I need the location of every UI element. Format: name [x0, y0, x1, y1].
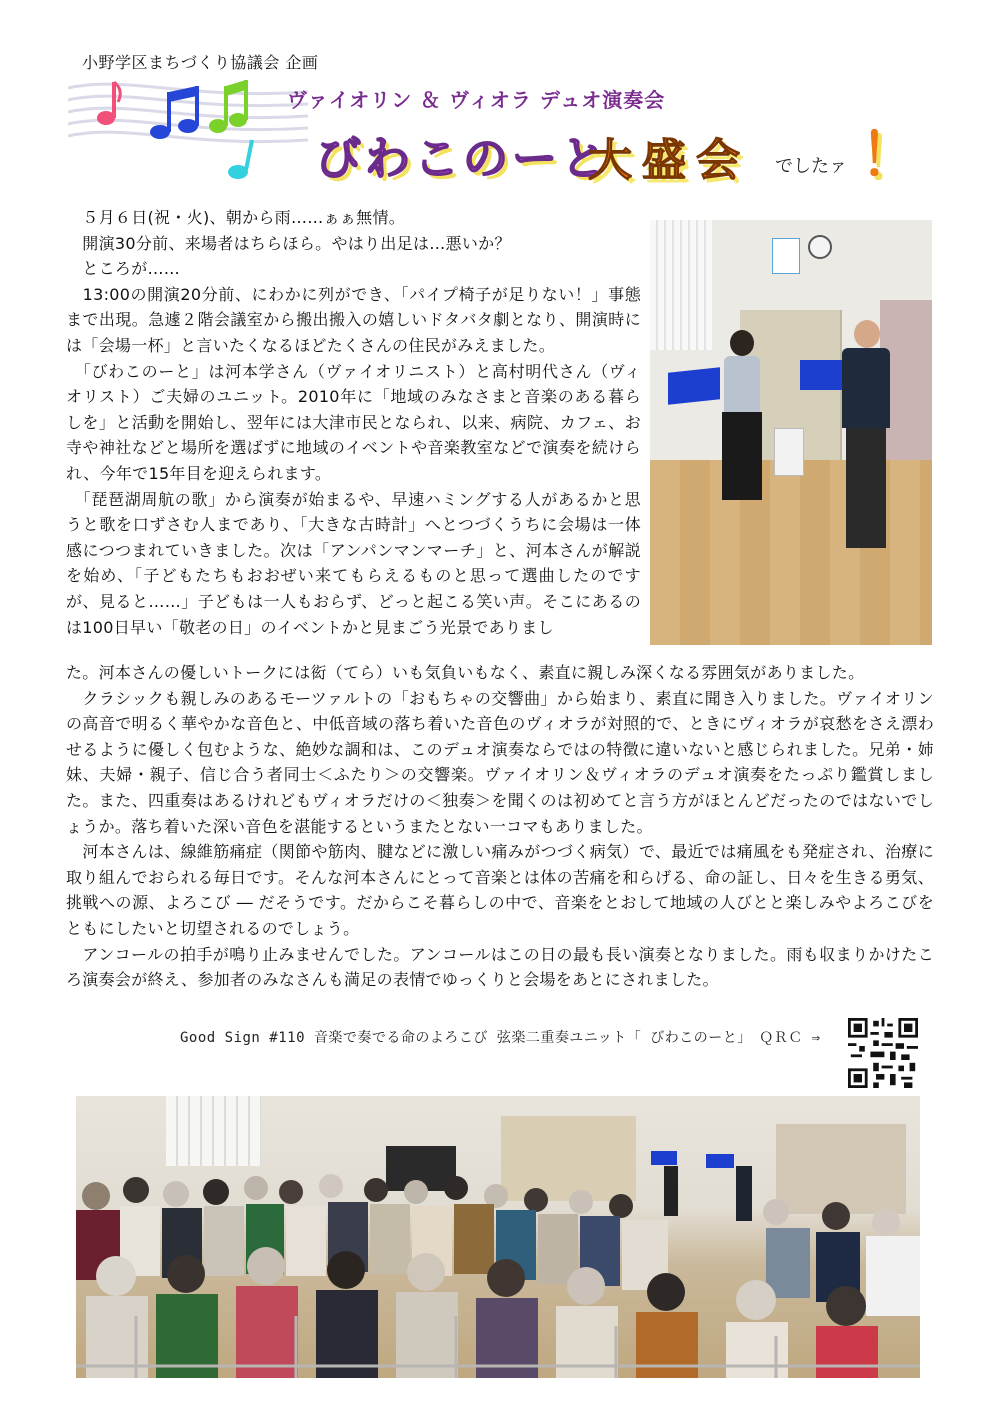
- organizer-label: 小野学区まちづくり協議会 企画: [82, 53, 319, 72]
- article-paragraph: た。河本さんの優しいトークには衒（てら）いも気負いもなく、素直に親しみ深くなる雰囲気がありました。: [66, 663, 865, 682]
- article-paragraph: 開演30分前、来場者はちらほら。やはり出足は…悪いか？: [66, 233, 511, 253]
- article-paragraph: 河本さんは、線維筋痛症（関節や筋肉、腱などに激しい痛みがつづく病気）で、最近では痛風をも発症され、治療に取り組んでおられる毎日です。そんな河本さんにとって音楽とは体の苦痛を和らげる、命の証し、日々を生きる勇気、挑戦への源、よろこび ― だそうです。だからこそ暮らしの中で、音楽をとおして地域の人びとと楽しみやよろこびをともにしたいと切望されるのでしょう。: [66, 842, 934, 938]
- unit-name-title: びわこのーと: [316, 132, 611, 185]
- article-paragraph: ところが……: [66, 259, 181, 279]
- clock-icon: [808, 235, 832, 259]
- article-left-column: [66, 205, 641, 640]
- violinist-figure: [838, 320, 894, 555]
- performers-photo: [650, 220, 932, 645]
- audience-photo: [76, 1096, 920, 1378]
- red-note-icon: [97, 82, 120, 125]
- violist-figure: [722, 330, 762, 500]
- music-notes-illustration: [68, 70, 308, 185]
- great-success-title: 大盛会: [588, 135, 750, 186]
- article-paragraph: クラシックも親しみのあるモーツァルトの「おもちゃの交響曲」から始まり、素直に聞き入りました。ヴァイオリンの高音で明るく華やかな音色と、中低音域の落ち着いた音色のヴィオラが対照的で、ときにヴィオラが哀愁をさえ漂わせるように優しく包むような、絶妙な調和は、このデュオ演奏ならではの特徴に違いないと感じられました。兄弟・姉妹、夫婦・親子、信じ合う者同士＜ふたり＞の交響楽。ヴァイオリン＆ヴィオラのデュオ演奏をたっぷり鑑賞しました。また、四重奏はあるけれどもヴィオラだけの＜独奏＞を聞くのは初めてと言う方がほとんどだったのではないでしょうか。落ち着いた深い音色を湛能するというまたとない一コマもありました。: [66, 688, 934, 836]
- concert-subtitle: ヴァイオリン ＆ ヴィオラ デュオ演奏会: [287, 88, 666, 112]
- title-suffix: でしたァ: [775, 156, 847, 177]
- good-sign-reference: Good Sign #110 音楽で奏でる命のよろこび 弦楽二重奏ユニット「 びわこのーと」 ＱＲＣ ⇒: [180, 1030, 821, 1046]
- music-stand: [668, 367, 720, 404]
- article-paragraph: ５月６日(祝・火)、朝から雨……ぁぁ無情。: [66, 208, 406, 227]
- article-paragraph: 「びわこのーと」は河本学さん（ヴァイオリニスト）と高村明代さん（ヴィオリスト）ご夫婦のユニット。2010年に「地域のみなさまと音楽のある暮らしを」と活動を開始し、翌年には大津市民となられ、以来、病院、カフェ、お寺や神社などと場所を選ばずに地域のイベントや音楽教室などで演奏を続けられ、今年で15年目を迎えられます。: [66, 361, 641, 483]
- article-full-width: [66, 660, 934, 993]
- music-stand: [651, 1151, 677, 1165]
- qr-code-icon[interactable]: [848, 1018, 918, 1088]
- article-paragraph: 「琵琶湖周航の歌」から演奏が始まるや、早速ハミングする人があるかと思うと歌を口ずさむ人まであり、「大きな古時計」へとつづくうちに会場は一体感につつまれていきました。次は「アンパンマンマーチ」と、河本さんが解説を始め、「子どもたちもおおぜい来てもらえるものと思って選曲したのですが、見ると……」子どもは一人もおらず、どっと起こる笑い声。そこにあるのは100日早い「敬老の日」のイベントかと見まごう光景でありまし: [66, 489, 641, 637]
- audience-crowd: [76, 1166, 920, 1378]
- article-paragraph: 13:00の開演20分前、にわかに列ができ、「パイプ椅子が足りない！」事態まで出現。急遽２階会議室から搬出搬入の嬉しいドタバタ劇となり、開演時には「会場一杯」と言いたくなるほどたくさんの住民がみえました。: [66, 284, 641, 355]
- cyan-note-icon: [228, 140, 252, 179]
- article-paragraph: アンコールの拍手が鳴り止みませんでした。アンコールはこの日の最も長い演奏となりました。雨も収まりかけたころ演奏会が終え、参加者のみなさんも満足の表情でゆっくりと会場をあとにされました。: [66, 944, 934, 990]
- exclamation-mark: ！: [860, 121, 919, 189]
